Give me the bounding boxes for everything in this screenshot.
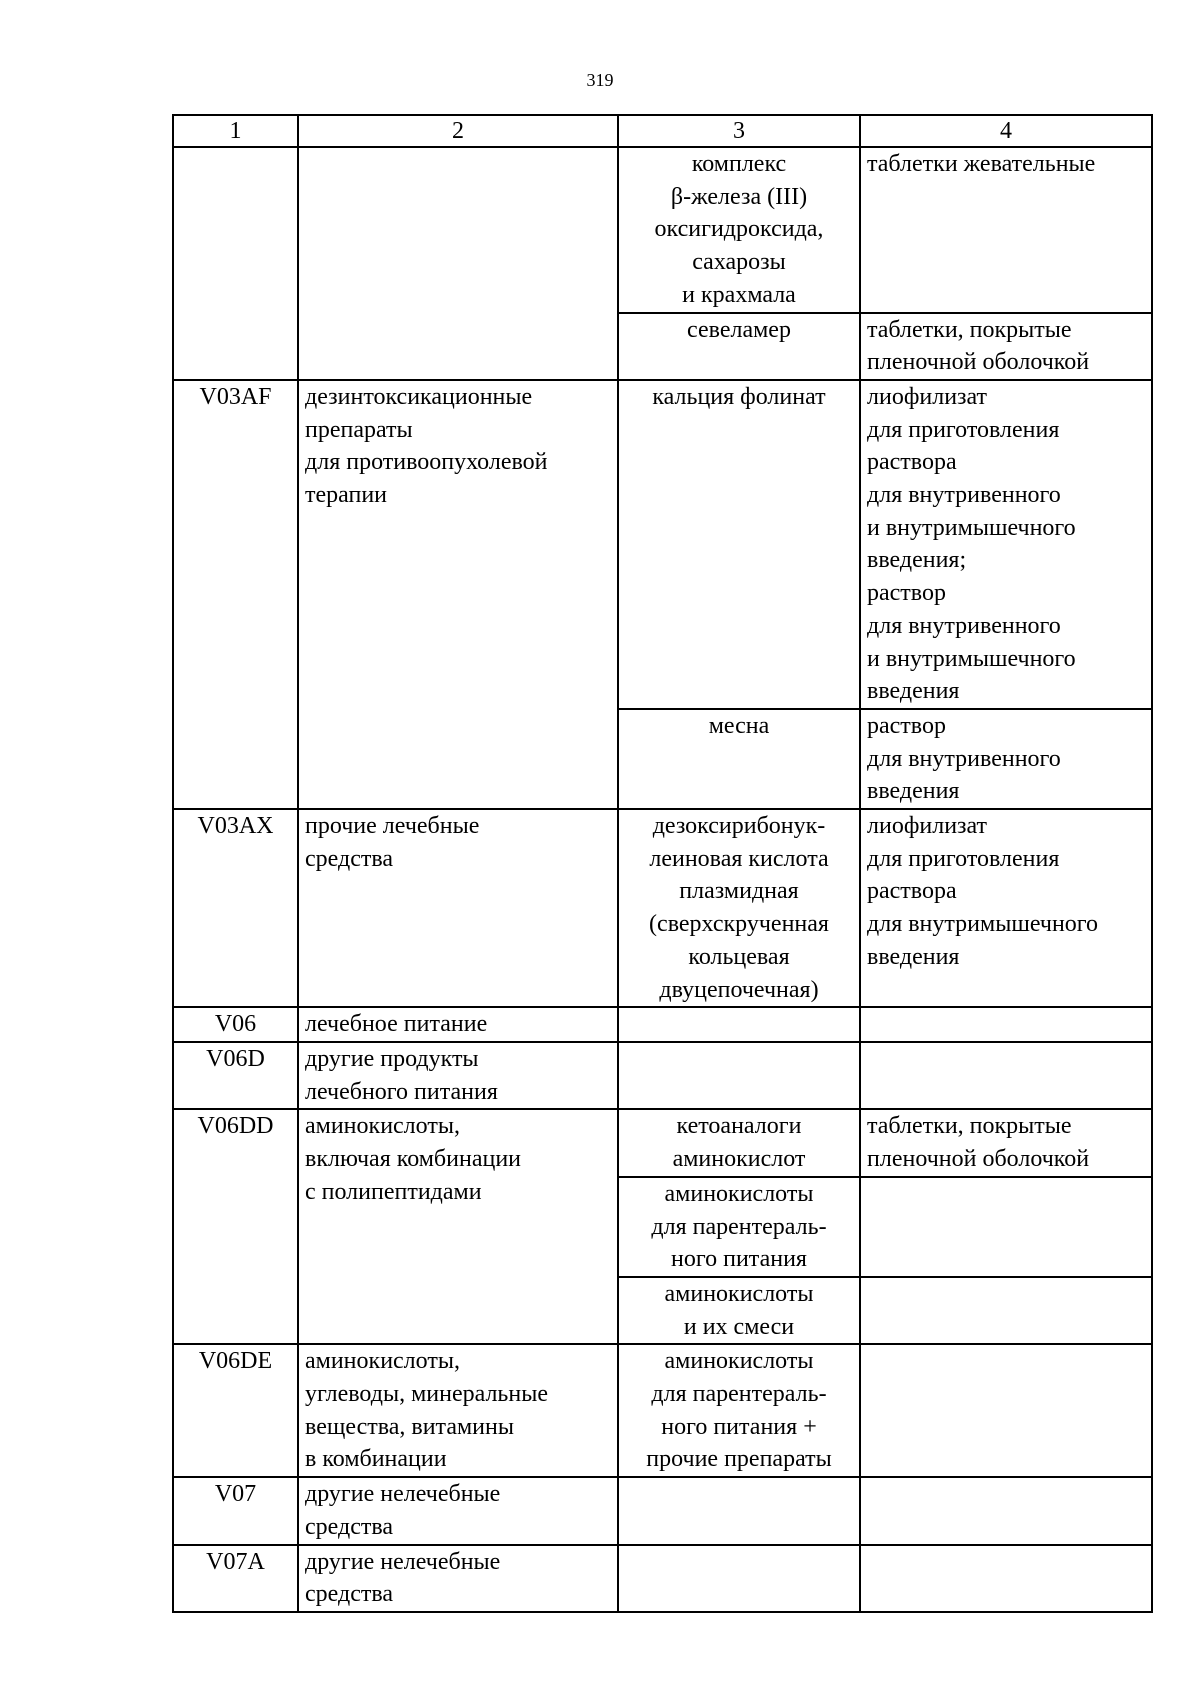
- code-cell: V03AF: [173, 380, 298, 809]
- page-number: 319: [586, 70, 614, 90]
- drug-cell: севеламер: [618, 313, 860, 380]
- form-cell: [860, 1344, 1152, 1477]
- drug-cell: аминокислоты и их смеси: [618, 1277, 860, 1344]
- drug-cell: дезоксирибонук- леиновая кислота плазмидная (сверхскрученная кольцевая двуцепочечная): [618, 809, 860, 1007]
- form-cell: [860, 1042, 1152, 1109]
- form-cell: раствор для внутривенного введения: [860, 709, 1152, 809]
- table-row: [173, 380, 1152, 709]
- form-cell: таблетки жевательные: [860, 147, 1152, 313]
- form-cell: таблетки, покрытые пленочной оболочкой: [860, 313, 1152, 380]
- group-cell: лечебное питание: [298, 1007, 618, 1042]
- code-cell: [173, 147, 298, 380]
- group-cell: [298, 147, 618, 380]
- column-header-group: 2: [298, 115, 618, 147]
- table-row: [173, 809, 1152, 1007]
- drug-cell: [618, 1477, 860, 1544]
- table-row: [173, 1042, 1152, 1109]
- column-header-code: 1: [173, 115, 298, 147]
- table-row: [173, 1344, 1152, 1477]
- drug-cell: [618, 1042, 860, 1109]
- code-cell: V03AX: [173, 809, 298, 1007]
- group-cell: прочие лечебные средства: [298, 809, 618, 1007]
- code-cell: V07A: [173, 1545, 298, 1612]
- table-row: [173, 1109, 1152, 1176]
- table-row: [173, 1477, 1152, 1544]
- group-cell: дезинтоксикационные препараты для противоопухолевой терапии: [298, 380, 618, 809]
- form-cell: [860, 1277, 1152, 1344]
- column-header-form: 4: [860, 115, 1152, 147]
- form-cell: [860, 1545, 1152, 1612]
- drug-classification-table: [172, 114, 1153, 1613]
- form-cell: [860, 1007, 1152, 1042]
- group-cell: аминокислоты, углеводы, минеральные вещества, витамины в комбинации: [298, 1344, 618, 1477]
- column-header-drug: 3: [618, 115, 860, 147]
- code-cell: V07: [173, 1477, 298, 1544]
- drug-cell: комплекс β-железа (III) оксигидроксида, сахарозы и крахмала: [618, 147, 860, 313]
- table-row: [173, 147, 1152, 313]
- form-cell: таблетки, покрытые пленочной оболочкой: [860, 1109, 1152, 1176]
- drug-cell: [618, 1007, 860, 1042]
- drug-cell: [618, 1545, 860, 1612]
- drug-cell: аминокислоты для парентераль- ного питания + прочие препараты: [618, 1344, 860, 1477]
- form-cell: лиофилизат для приготовления раствора для внутримышечного введения: [860, 809, 1152, 1007]
- table-header-row: [173, 115, 1152, 147]
- table-row: [173, 1545, 1152, 1612]
- code-cell: V06DD: [173, 1109, 298, 1344]
- form-cell: [860, 1177, 1152, 1277]
- drug-cell: кетоаналоги аминокислот: [618, 1109, 860, 1176]
- group-cell: аминокислоты, включая комбинации с полипептидами: [298, 1109, 618, 1344]
- drug-cell: аминокислоты для парентераль- ного питания: [618, 1177, 860, 1277]
- group-cell: другие нелечебные средства: [298, 1545, 618, 1612]
- code-cell: V06DE: [173, 1344, 298, 1477]
- drug-cell: кальция фолинат: [618, 380, 860, 709]
- code-cell: V06: [173, 1007, 298, 1042]
- drug-cell: месна: [618, 709, 860, 809]
- group-cell: другие продукты лечебного питания: [298, 1042, 618, 1109]
- form-cell: лиофилизат для приготовления раствора для внутривенного и внутримышечного введения; раствор для внутривенного и внутримышечного введения: [860, 380, 1152, 709]
- form-cell: [860, 1477, 1152, 1544]
- table-row: [173, 1007, 1152, 1042]
- code-cell: V06D: [173, 1042, 298, 1109]
- group-cell: другие нелечебные средства: [298, 1477, 618, 1544]
